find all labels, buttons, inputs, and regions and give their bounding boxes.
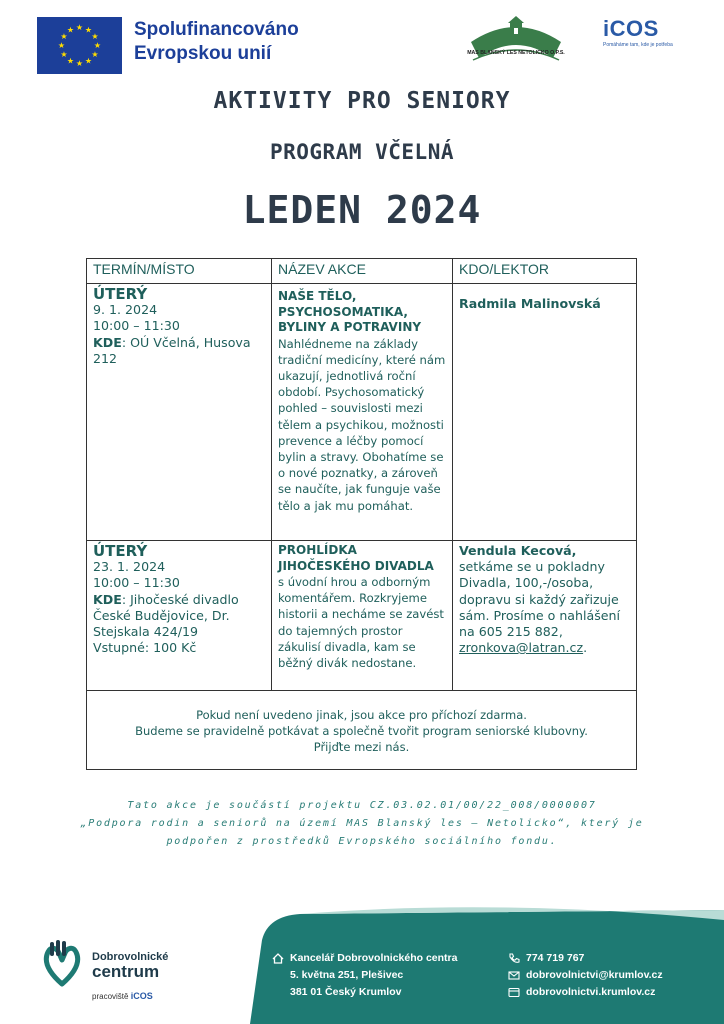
row-2-event-title: PROHLÍDKA JIHOČESKÉHO DIVADLA bbox=[278, 543, 434, 573]
contact-phone[interactable]: 774 719 767 bbox=[526, 952, 585, 964]
contact-email[interactable]: dobrovolnictvi@krumlov.cz bbox=[526, 969, 663, 981]
eu-cofinanced-label bbox=[134, 18, 299, 66]
dc-sub-brand: iCOS bbox=[130, 991, 153, 1001]
row-1-place-value: : OÚ Včelná, Husova 212 bbox=[93, 334, 251, 366]
project-line2: „Podpora rodin a seniorů na území MAS Blanský les – Netolicko“, který je bbox=[80, 818, 644, 829]
row-1-time: 10:00 – 11:30 bbox=[93, 318, 180, 334]
contact-list bbox=[508, 950, 663, 1001]
row-1-date: 9. 1. 2024 bbox=[93, 302, 158, 318]
svg-text:★: ★ bbox=[84, 25, 93, 35]
svg-text:★: ★ bbox=[60, 50, 68, 59]
icos-wordmark: iCOS bbox=[603, 16, 659, 41]
row-2-time: 10:00 – 11:30 bbox=[93, 575, 180, 591]
title-activities: AKTIVITY PRO SENIORY bbox=[213, 88, 511, 114]
row-2-lector-text bbox=[459, 559, 630, 656]
svg-text:★: ★ bbox=[57, 41, 66, 50]
table-row-2-term bbox=[87, 541, 272, 691]
office-address bbox=[272, 950, 457, 1001]
dc-name-line2: centrum bbox=[92, 962, 160, 981]
row-1-place-label: KDE bbox=[93, 334, 122, 350]
row-2-event-description: s úvodní hrou a odborným komentářem. Rozkryjeme historii a necháme se zavést do tajemných prostor zákulisí divadla, kam se běžný divák nedostane. bbox=[278, 575, 444, 671]
title-month: LEDEN 2024 bbox=[242, 188, 482, 232]
table-header-term: TERMÍN/MÍSTO bbox=[87, 259, 272, 284]
office-city: 381 01 Český Krumlov bbox=[290, 986, 402, 998]
home-icon bbox=[272, 953, 284, 964]
heart-hand-icon bbox=[42, 940, 82, 988]
dc-subtitle bbox=[92, 991, 153, 1001]
row-2-lector-end: . bbox=[583, 640, 588, 656]
row-1-event-description: Nahlédneme na základy tradiční medicíny, které nám ukazují, jednotlivá roční období. Psychosomatický pohled – souvislosti mezi tělem a psychikou, možnosti prevence a léčby pomocí bylin a stravy. Obohatíme se o nové poznatky, a zároveň se naučíte, jak funguje vaše tělo a jak mu pomáhat. bbox=[278, 336, 446, 513]
svg-text:★: ★ bbox=[91, 50, 99, 59]
table-row-1-event bbox=[272, 284, 453, 541]
row-2-place bbox=[93, 592, 265, 641]
mail-icon bbox=[508, 970, 520, 981]
eu-line1: Spolufinancováno bbox=[134, 19, 299, 40]
table-row-2-event bbox=[272, 541, 453, 691]
program-table bbox=[86, 258, 637, 770]
svg-text:★: ★ bbox=[75, 59, 84, 68]
row-2-day: ÚTERÝ bbox=[93, 542, 148, 560]
svg-text:★: ★ bbox=[91, 32, 99, 41]
web-icon bbox=[508, 987, 520, 998]
row-1-day: ÚTERÝ bbox=[93, 285, 148, 303]
row-1-place bbox=[93, 335, 265, 367]
footnote-line1: Pokud není uvedeno jinak, jsou akce pro příchozí zdarma. bbox=[196, 708, 527, 722]
row-2-entry-fee: Vstupné: 100 Kč bbox=[93, 640, 197, 656]
icos-tagline: Pomáháme tam, kde je potřeba bbox=[603, 42, 673, 48]
mas-logo-text: MAS BLANSKÝ LES NETOLICKO O.P.S. bbox=[467, 50, 565, 56]
svg-text:★: ★ bbox=[66, 56, 75, 66]
svg-text:★: ★ bbox=[93, 41, 102, 50]
row-1-event-title: NAŠE TĚLO, PSYCHOSOMATIKA, BYLINY A POTRAVINY bbox=[278, 289, 422, 334]
dc-sub-text: pracoviště bbox=[92, 992, 129, 1001]
project-note bbox=[0, 797, 724, 851]
svg-text:★: ★ bbox=[75, 23, 84, 32]
contact-web[interactable]: dobrovolnictvi.krumlov.cz bbox=[526, 986, 656, 998]
volunteer-centre-name bbox=[92, 951, 168, 981]
row-2-place-value: : Jihočeské divadlo České Budějovice, Dr. Stejskala 424/19 bbox=[93, 591, 239, 640]
table-row-1-lector bbox=[453, 284, 636, 541]
title-program: PROGRAM VČELNÁ bbox=[269, 140, 454, 164]
row-2-lector-email-link[interactable]: zronkova@latran.cz bbox=[459, 640, 584, 656]
office-name: Kancelář Dobrovolnického centra bbox=[290, 952, 458, 964]
svg-text:★: ★ bbox=[84, 56, 93, 66]
office-street: 5. května 251, Plešivec bbox=[290, 969, 404, 981]
row-2-date: 23. 1. 2024 bbox=[93, 559, 166, 575]
eu-flag-logo bbox=[37, 17, 122, 74]
footnote-line2: Budeme se pravidelně potkávat a společně tvořit program seniorské klubovny. bbox=[135, 724, 588, 738]
dc-name-line1: Dobrovolnické bbox=[92, 951, 169, 963]
row-1-lector-name: Radmila Malinovská bbox=[459, 296, 601, 311]
table-row-1-term bbox=[87, 284, 272, 541]
phone-icon bbox=[508, 953, 520, 964]
svg-text:★: ★ bbox=[66, 25, 75, 35]
table-footnote bbox=[87, 707, 636, 755]
project-line3: podpořen z prostředků Evropského sociálního fondu. bbox=[166, 836, 558, 847]
svg-text:★: ★ bbox=[60, 32, 68, 41]
row-2-lector-name: Vendula Kecová, bbox=[459, 543, 577, 558]
table-header-lector: KDO/LEKTOR bbox=[453, 259, 636, 284]
mas-blansky-les-logo bbox=[463, 14, 569, 76]
row-2-lector-note: setkáme se u pokladny Divadla, 100,-/osoba, dopravu si každý zařizuje sám. Prosíme o nahlášení na 605 215 882, bbox=[459, 559, 621, 640]
volunteer-centre-logo bbox=[42, 940, 82, 992]
row-2-place-label: KDE bbox=[93, 591, 122, 607]
project-line1: Tato akce je součástí projektu CZ.03.02.01/00/22_008/0000007 bbox=[127, 800, 597, 811]
eu-line2: Evropskou unií bbox=[134, 43, 272, 64]
eu-stars-icon bbox=[37, 17, 122, 74]
table-header-event: NÁZEV AKCE bbox=[272, 259, 453, 284]
table-row-2-lector bbox=[453, 541, 636, 691]
footnote-line3: Přijďte mezi nás. bbox=[313, 740, 410, 754]
icos-logo bbox=[603, 16, 689, 56]
